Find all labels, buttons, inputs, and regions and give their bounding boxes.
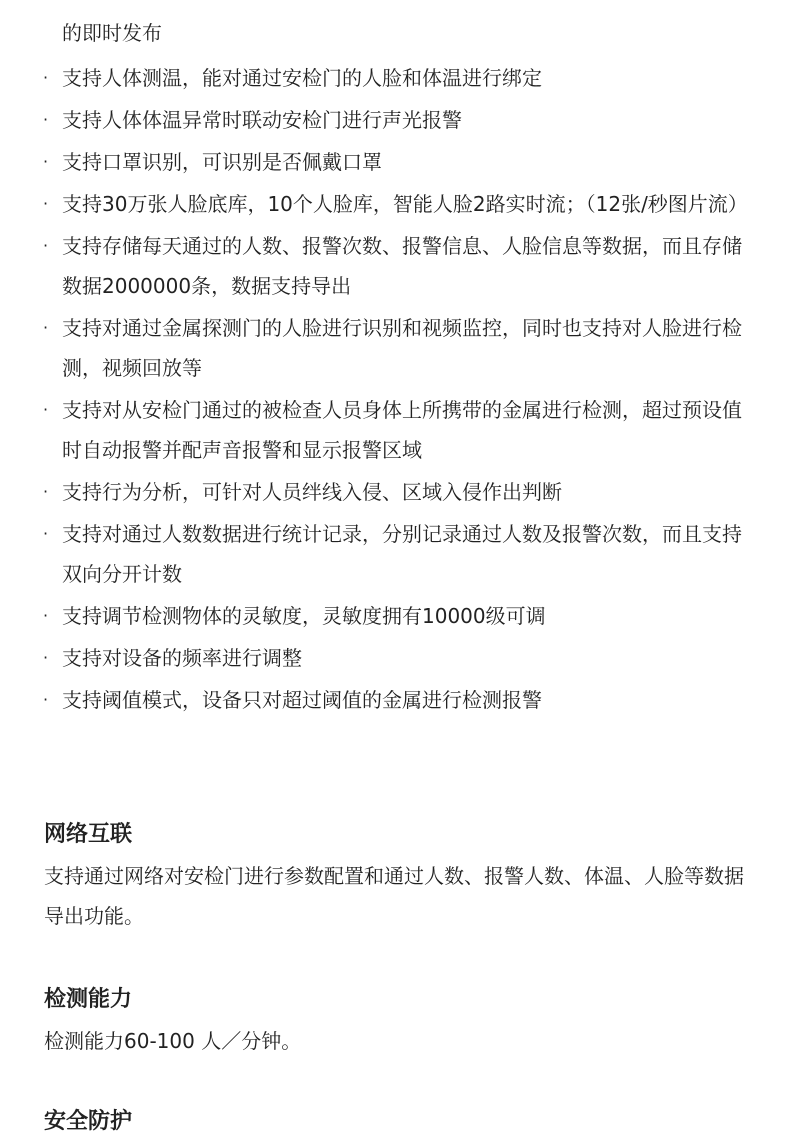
feature-item: [43, 142, 743, 182]
feature-item: [43, 638, 743, 678]
bullet-icon: ·: [43, 152, 49, 171]
intro-continuation-text: 的即时发布: [62, 21, 162, 45]
feature-text: 支持30万张人脸底库，10个人脸库，智能人脸2路实时流；（12张/秒图片流）: [62, 192, 748, 216]
bullet-icon: ·: [43, 236, 49, 255]
safety-heading: 安全防护: [44, 1109, 133, 1134]
network-section: [44, 820, 744, 936]
feature-item: [43, 472, 743, 512]
feature-text: 支持调节检测物体的灵敏度，灵敏度拥有10000级可调: [62, 604, 546, 628]
feature-item: [43, 100, 743, 140]
feature-item: [43, 514, 743, 594]
network-heading: 网络互联: [44, 822, 133, 847]
feature-item: [43, 390, 743, 470]
feature-text: 支持口罩识别，可识别是否佩戴口罩: [62, 150, 382, 174]
feature-text: 支持人体测温，能对通过安检门的人脸和体温进行绑定: [62, 66, 542, 90]
feature-item: [43, 184, 748, 224]
detection-section: [44, 985, 744, 1061]
bullet-icon: ·: [43, 690, 49, 709]
bullet-icon: ·: [43, 606, 49, 625]
feature-text: 支持对设备的频率进行调整: [62, 646, 302, 670]
bullet-icon: ·: [43, 400, 49, 419]
bullet-icon: ·: [43, 482, 49, 501]
bullet-icon: ·: [43, 110, 49, 129]
feature-text: 支持对通过金属探测门的人脸进行识别和视频监控，同时也支持对人脸进行检测，视频回放等: [62, 316, 742, 380]
feature-item: [43, 680, 743, 720]
detection-body: 检测能力60-100 人／分钟。: [44, 1029, 302, 1053]
bullet-icon: ·: [43, 318, 49, 337]
bullet-icon: ·: [43, 68, 49, 87]
feature-item: [43, 226, 743, 306]
feature-text: 支持对通过人数数据进行统计记录，分别记录通过人数及报警次数，而且支持双向分开计数: [62, 522, 742, 586]
feature-text: 支持行为分析，可针对人员绊线入侵、区域入侵作出判断: [62, 480, 562, 504]
feature-item: [43, 58, 743, 98]
feature-text: 支持对从安检门通过的被检查人员身体上所携带的金属进行检测，超过预设值时自动报警并配声音报警和显示报警区域: [62, 398, 742, 462]
feature-text: 支持人体体温异常时联动安检门进行声光报警: [62, 108, 462, 132]
feature-item: [43, 596, 743, 636]
feature-list: [43, 58, 748, 722]
feature-text: 支持存储每天通过的人数、报警次数、报警信息、人脸信息等数据，而且存储数据2000000条，数据支持导出: [62, 234, 742, 298]
bullet-icon: ·: [43, 648, 49, 667]
feature-text: 支持阈值模式，设备只对超过阈值的金属进行检测报警: [62, 688, 542, 712]
detection-heading: 检测能力: [44, 987, 133, 1012]
network-body: 支持通过网络对安检门进行参数配置和通过人数、报警人数、体温、人脸等数据导出功能。: [44, 864, 744, 928]
safety-section: [44, 1107, 744, 1137]
bullet-icon: ·: [43, 194, 49, 213]
feature-item: [43, 308, 743, 388]
bullet-icon: ·: [43, 524, 49, 543]
